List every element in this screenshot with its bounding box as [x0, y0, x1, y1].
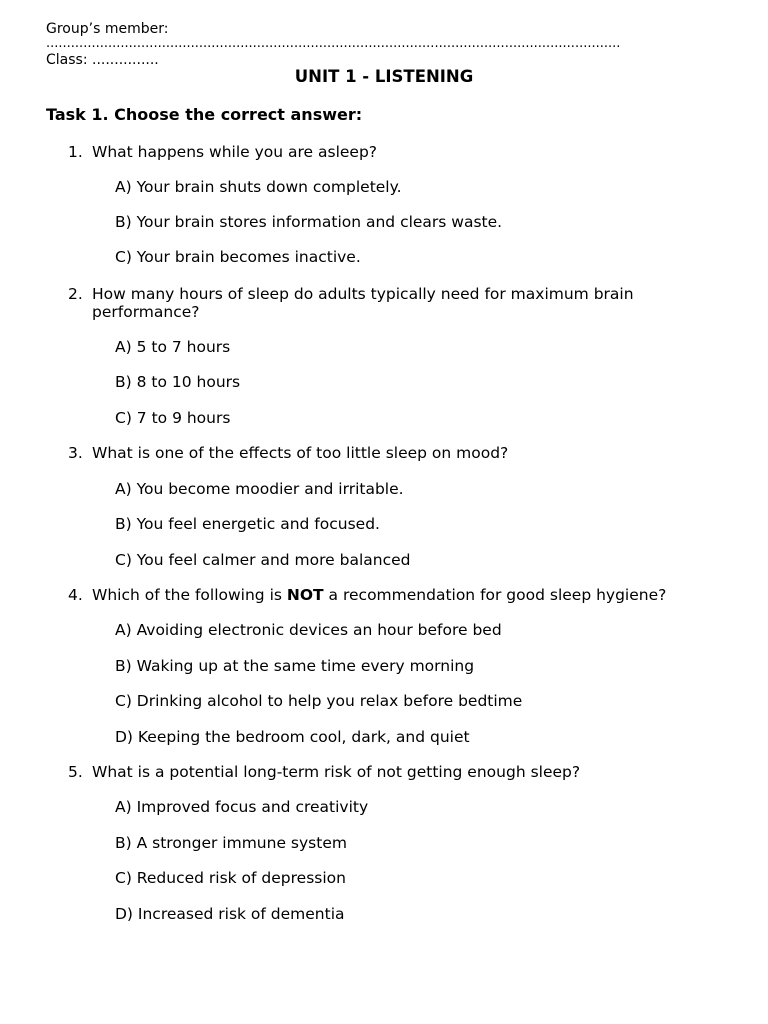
question-text-part: Which of the following is	[92, 586, 287, 604]
option-1a: A) Your brain shuts down completely.	[115, 178, 402, 196]
question-1	[68, 143, 728, 161]
option-1b: B) Your brain stores information and clears waste.	[115, 213, 503, 231]
question-number: 2.	[68, 285, 83, 303]
option-2c: C) 7 to 9 hours	[115, 409, 231, 427]
option-1c: C) Your brain becomes inactive.	[115, 248, 361, 266]
option-2b: B) 8 to 10 hours	[115, 373, 241, 391]
group-member-label: Group’s member:	[46, 21, 169, 37]
question-3	[68, 444, 728, 462]
question-number: 1.	[68, 143, 83, 161]
question-text: What happens while you are asleep?	[92, 143, 378, 161]
question-text	[92, 586, 728, 604]
question-number: 5.	[68, 763, 83, 781]
question-text: What is a potential long-term risk of not getting enough sleep?	[92, 763, 581, 781]
question-2	[68, 285, 728, 321]
option-3c: C) You feel calmer and more balanced	[115, 551, 411, 569]
option-3a: A) You become moodier and irritable.	[115, 480, 404, 498]
option-5d: D) Increased risk of dementia	[115, 905, 345, 923]
group-member-dotted-line: ...........................................................................................................................................	[46, 36, 621, 51]
option-4c: C) Drinking alcohol to help you relax before bedtime	[115, 692, 523, 710]
option-4d: D) Keeping the bedroom cool, dark, and quiet	[115, 728, 470, 746]
page-title: UNIT 1 - LISTENING	[294, 67, 474, 86]
question-emphasis-not: NOT	[286, 586, 324, 604]
option-5c: C) Reduced risk of depression	[115, 869, 346, 887]
question-number: 3.	[68, 444, 83, 462]
option-5a: A) Improved focus and creativity	[115, 798, 369, 816]
option-4a: A) Avoiding electronic devices an hour before bed	[115, 621, 502, 639]
class-label: Class: ...............	[46, 52, 159, 68]
question-text: How many hours of sleep do adults typically need for maximum brain performance?	[92, 285, 634, 321]
question-4	[68, 586, 728, 604]
option-5b: B) A stronger immune system	[115, 834, 347, 852]
question-text: What is one of the effects of too little sleep on mood?	[92, 444, 509, 462]
task-heading: Task 1. Choose the correct answer:	[46, 105, 363, 124]
question-number: 4.	[68, 586, 83, 604]
question-5	[68, 763, 728, 781]
question-text-part: a recommendation for good sleep hygiene?	[323, 586, 667, 604]
option-4b: B) Waking up at the same time every morning	[115, 657, 475, 675]
option-2a: A) 5 to 7 hours	[115, 338, 231, 356]
option-3b: B) You feel energetic and focused.	[115, 515, 380, 533]
